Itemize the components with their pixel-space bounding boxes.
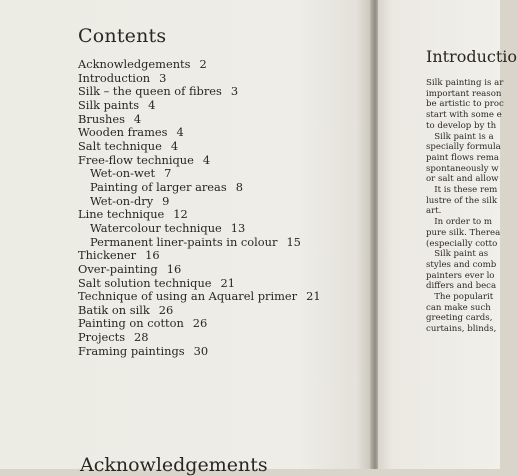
toc-entry-page: 4 — [133, 111, 142, 126]
toc-entry-page: 3 — [230, 84, 239, 99]
introduction-line: Silk painting is ar — [426, 78, 504, 88]
introduction-line: (especially cotto — [426, 238, 498, 249]
toc-entry-label: Thickener — [78, 248, 137, 263]
toc-entry-page: 16 — [166, 261, 182, 276]
toc-entry — [78, 181, 321, 195]
introduction-line: can make such — [426, 302, 491, 313]
toc-entry-label: Salt solution technique — [78, 275, 212, 290]
toc-entry — [78, 331, 321, 345]
introduction-line: Silk paint as — [426, 249, 489, 260]
toc-entry-label: Painting of larger areas — [90, 179, 227, 194]
toc-entry — [78, 249, 321, 263]
toc-entry-label: Wooden frames — [78, 125, 168, 140]
introduction-line: important reason — [426, 88, 502, 99]
introduction-line: paint flows rema — [426, 152, 499, 163]
introduction-line: specially formula — [426, 142, 501, 153]
toc-entry-page: 21 — [306, 289, 321, 304]
toc-entry — [78, 113, 321, 127]
introduction-line: greeting cards, — [426, 313, 493, 324]
toc-entry-label: Watercolour technique — [90, 220, 222, 235]
acknowledgements-heading: Acknowledgements — [80, 454, 268, 476]
introduction-line: It is these rem — [426, 185, 498, 196]
contents-list — [78, 58, 321, 358]
toc-entry-page: 13 — [230, 220, 246, 235]
toc-entry-page: 26 — [192, 316, 208, 331]
toc-entry-page: 26 — [158, 302, 174, 317]
toc-entry-page: 2 — [199, 57, 207, 71]
toc-entry — [78, 263, 321, 277]
toc-entry — [78, 58, 321, 72]
toc-entry — [78, 222, 321, 236]
toc-entry-page: 15 — [286, 234, 301, 249]
toc-entry-page: 3 — [159, 70, 167, 85]
introduction-body — [426, 78, 504, 335]
introduction-line: differs and beca — [426, 281, 497, 292]
toc-entry — [78, 317, 321, 331]
introduction-line: or salt and allow — [426, 174, 499, 185]
toc-entry-label: Wet-on-dry — [90, 193, 154, 208]
introduction-line: painters ever lo — [426, 270, 495, 281]
toc-entry-label: Introduction — [78, 70, 151, 85]
introduction-line: In order to m — [426, 217, 493, 228]
toc-entry-page: 12 — [173, 207, 188, 222]
toc-entry — [78, 126, 321, 140]
toc-entry-page: 16 — [145, 248, 160, 263]
toc-entry-page: 4 — [202, 152, 211, 167]
toc-entry — [78, 290, 321, 304]
toc-entry-label: Framing paintings — [78, 343, 185, 358]
toc-entry-label: Acknowledgements — [78, 57, 191, 71]
introduction-line: lustre of the silk — [426, 195, 498, 206]
toc-entry-label: Wet-on-wet — [90, 166, 156, 181]
toc-entry-label: Brushes — [78, 111, 125, 126]
toc-entry-label: Silk paints — [78, 97, 140, 112]
introduction-line: curtains, blinds, — [426, 324, 497, 335]
toc-entry-page: 28 — [134, 330, 149, 345]
toc-entry-page: 9 — [162, 193, 170, 208]
toc-entry-label: Technique of using an Aquarel primer — [78, 289, 298, 304]
toc-entry — [78, 154, 321, 168]
toc-entry-label: Permanent liner-paints in colour — [90, 234, 278, 249]
introduction-line: start with some e — [426, 110, 502, 121]
toc-entry-page: 7 — [164, 166, 172, 181]
toc-entry — [78, 236, 321, 250]
right-page — [378, 0, 517, 469]
toc-entry — [78, 167, 321, 181]
toc-entry — [78, 195, 321, 209]
toc-entry-label: Free-flow technique — [78, 152, 194, 167]
introduction-line: styles and comb — [426, 259, 497, 270]
toc-entry-label: Painting on cotton — [78, 316, 184, 331]
introduction-line: The popularit — [426, 292, 494, 303]
introduction-line: art. — [426, 206, 442, 217]
toc-entry — [78, 140, 321, 154]
toc-entry-page: 4 — [176, 125, 184, 140]
toc-entry-label: Over-painting — [78, 261, 158, 276]
toc-entry — [78, 85, 321, 99]
contents-title: Contents — [78, 25, 167, 47]
toc-entry-label: Silk – the queen of fibres — [78, 84, 222, 99]
toc-entry-page: 8 — [235, 179, 243, 194]
toc-entry-page: 21 — [220, 275, 236, 290]
toc-entry-label: Salt technique — [78, 138, 162, 153]
toc-entry-page: 4 — [170, 138, 179, 153]
introduction-line: pure silk. Therea — [426, 227, 501, 238]
introduction-line: to develop by th — [426, 120, 497, 131]
toc-entry — [78, 277, 321, 291]
introduction-title: Introductio — [426, 47, 517, 66]
introduction-line: spontaneously w — [426, 163, 499, 174]
introduction-line: be artistic to proc — [426, 99, 504, 110]
toc-entry — [78, 304, 321, 318]
introduction-line: Silk paint is a — [426, 131, 494, 142]
toc-entry-page: 30 — [193, 343, 209, 358]
toc-entry-page: 4 — [148, 97, 156, 112]
toc-entry — [78, 208, 321, 222]
toc-entry — [78, 72, 321, 86]
toc-entry — [78, 99, 321, 113]
toc-entry — [78, 345, 321, 359]
toc-entry-label: Projects — [78, 330, 126, 345]
toc-entry-label: Line technique — [78, 207, 165, 222]
toc-entry-label: Batik on silk — [78, 302, 150, 317]
